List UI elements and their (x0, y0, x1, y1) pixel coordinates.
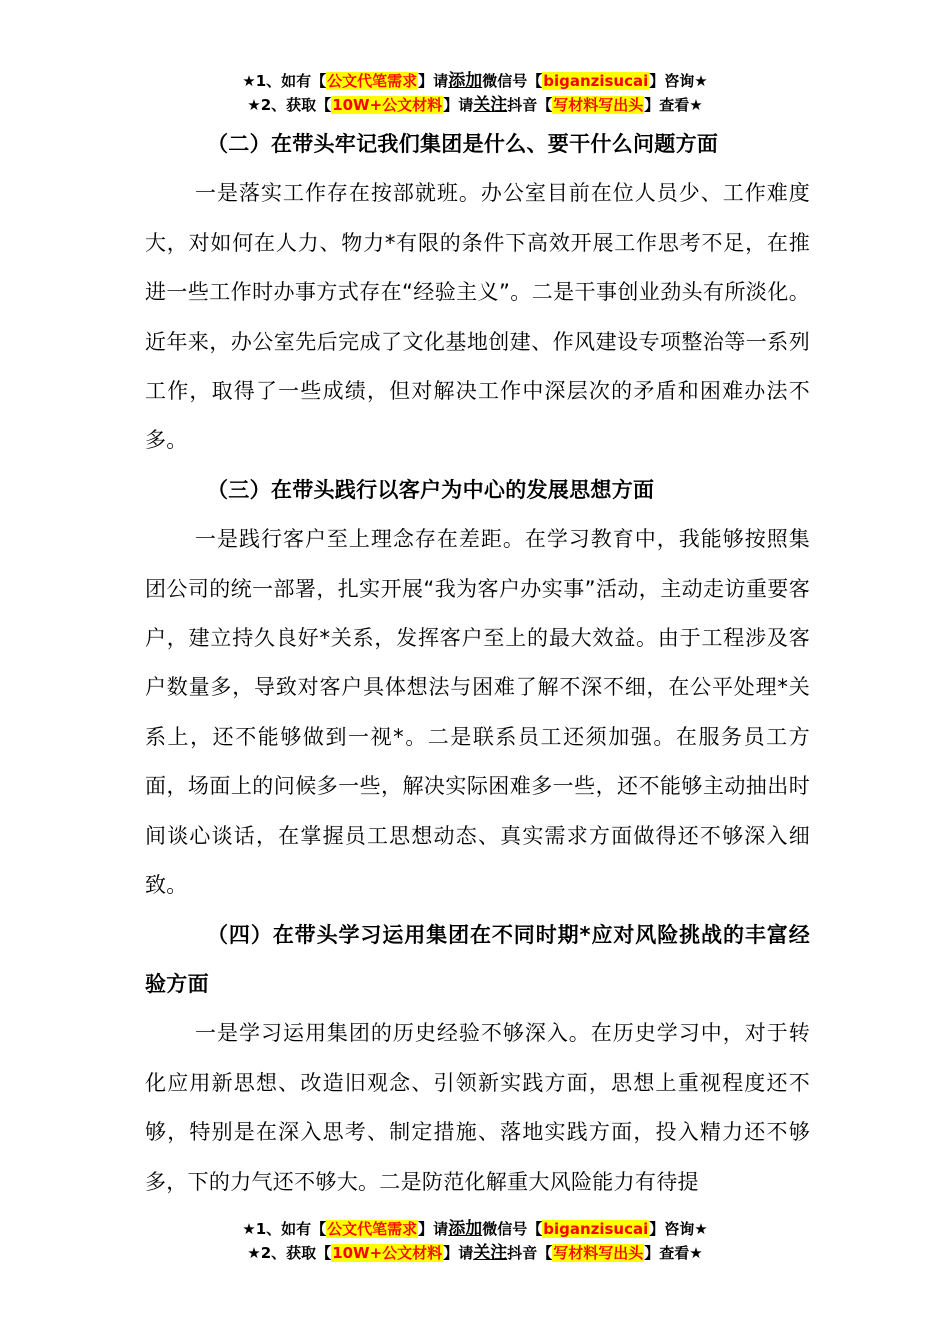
promo-emphasis: 添加 (448, 1219, 483, 1239)
promo-emphasis: 关注 (473, 1243, 508, 1263)
promo-text: ★1、如有【 (242, 1220, 327, 1238)
promo-highlight: 10W+公文材料 (332, 1244, 443, 1262)
promo-emphasis: 添加 (448, 71, 483, 91)
promo-text: 微信号【 (482, 72, 543, 90)
section-heading-3: （三）在带头践行以客户为中心的发展思想方面 (207, 477, 655, 502)
promo-text: ★2、获取【 (247, 1244, 332, 1262)
promo-line-top-1 (0, 70, 950, 92)
promo-text: 抖音【 (507, 1244, 553, 1262)
promo-highlight: 写材料写出头 (553, 96, 644, 114)
section-paragraph-2: 一是落实工作存在按部就班。办公室目前在位人员少、工作难度大，对如何在人力、物力*有限的条件下高效开展工作思考不足，在推进一些工作时办事方式存在“经验主义”。二是干事创业劲头有所淡化。近年来，办公室先后完成了文化基地创建、作风建设专项整治等一系列工作，取得了一些成绩，但对解决工作中深层次的矛盾和困难办法不多。 (145, 181, 810, 453)
promo-highlight: 10W+公文材料 (332, 96, 443, 114)
promo-text: 】请 (418, 72, 449, 90)
promo-text: ★2、获取【 (247, 96, 332, 114)
document-body (145, 120, 810, 1207)
promo-text: 】请 (418, 1220, 449, 1238)
promo-line-bottom-1 (0, 1218, 950, 1240)
promo-text: 】查看★ (644, 96, 703, 114)
promo-text: 】请 (443, 96, 474, 114)
promo-text: 抖音【 (507, 96, 553, 114)
promo-highlight: 公文代笔需求 (327, 72, 418, 90)
promo-text: 】咨询★ (649, 72, 708, 90)
promo-line-bottom-2 (0, 1242, 950, 1264)
promo-line-top-2 (0, 94, 950, 116)
promo-text: 微信号【 (482, 1220, 543, 1238)
promo-highlight: biganzisucai (543, 72, 649, 90)
promo-text: 】请 (443, 1244, 474, 1262)
section-heading-2: （二）在带头牢记我们集团是什么、要干什么问题方面 (207, 132, 719, 156)
section-heading-4: （四）在带头学习运用集团在不同时期*应对风险挑战的丰富经验方面 (145, 922, 810, 996)
promo-highlight: 写材料写出头 (553, 1244, 644, 1262)
section-paragraph-4: 一是学习运用集团的历史经验不够深入。在历史学习中，对于转化应用新思想、改造旧观念、引领新实践方面，思想上重视程度还不够，特别是在深入思考、制定措施、落地实践方面，投入精力还不够多，下的力气还不够大。二是防范化解重大风险能力有待提 (145, 1021, 810, 1194)
promo-text: ★1、如有【 (242, 72, 327, 90)
promo-text: 】查看★ (644, 1244, 703, 1262)
section-paragraph-3: 一是践行客户至上理念存在差距。在学习教育中，我能够按照集团公司的统一部署，扎实开展“我为客户办实事”活动，主动走访重要客户，建立持久良好*关系，发挥客户至上的最大效益。由于工程涉及客户数量多，导致对客户具体想法与困难了解不深不细，在公平处理*关系上，还不能够做到一视*。二是联系员工还须加强。在服务员工方面，场面上的问候多一些，解决实际困难多一些，还不能够主动抽出时间谈心谈话，在掌握员工思想动态、真实需求方面做得还不够深入细致。 (145, 527, 810, 898)
promo-emphasis: 关注 (473, 95, 508, 115)
promo-text: 】咨询★ (649, 1220, 708, 1238)
promo-highlight: biganzisucai (543, 1220, 649, 1238)
promo-highlight: 公文代笔需求 (327, 1220, 418, 1238)
